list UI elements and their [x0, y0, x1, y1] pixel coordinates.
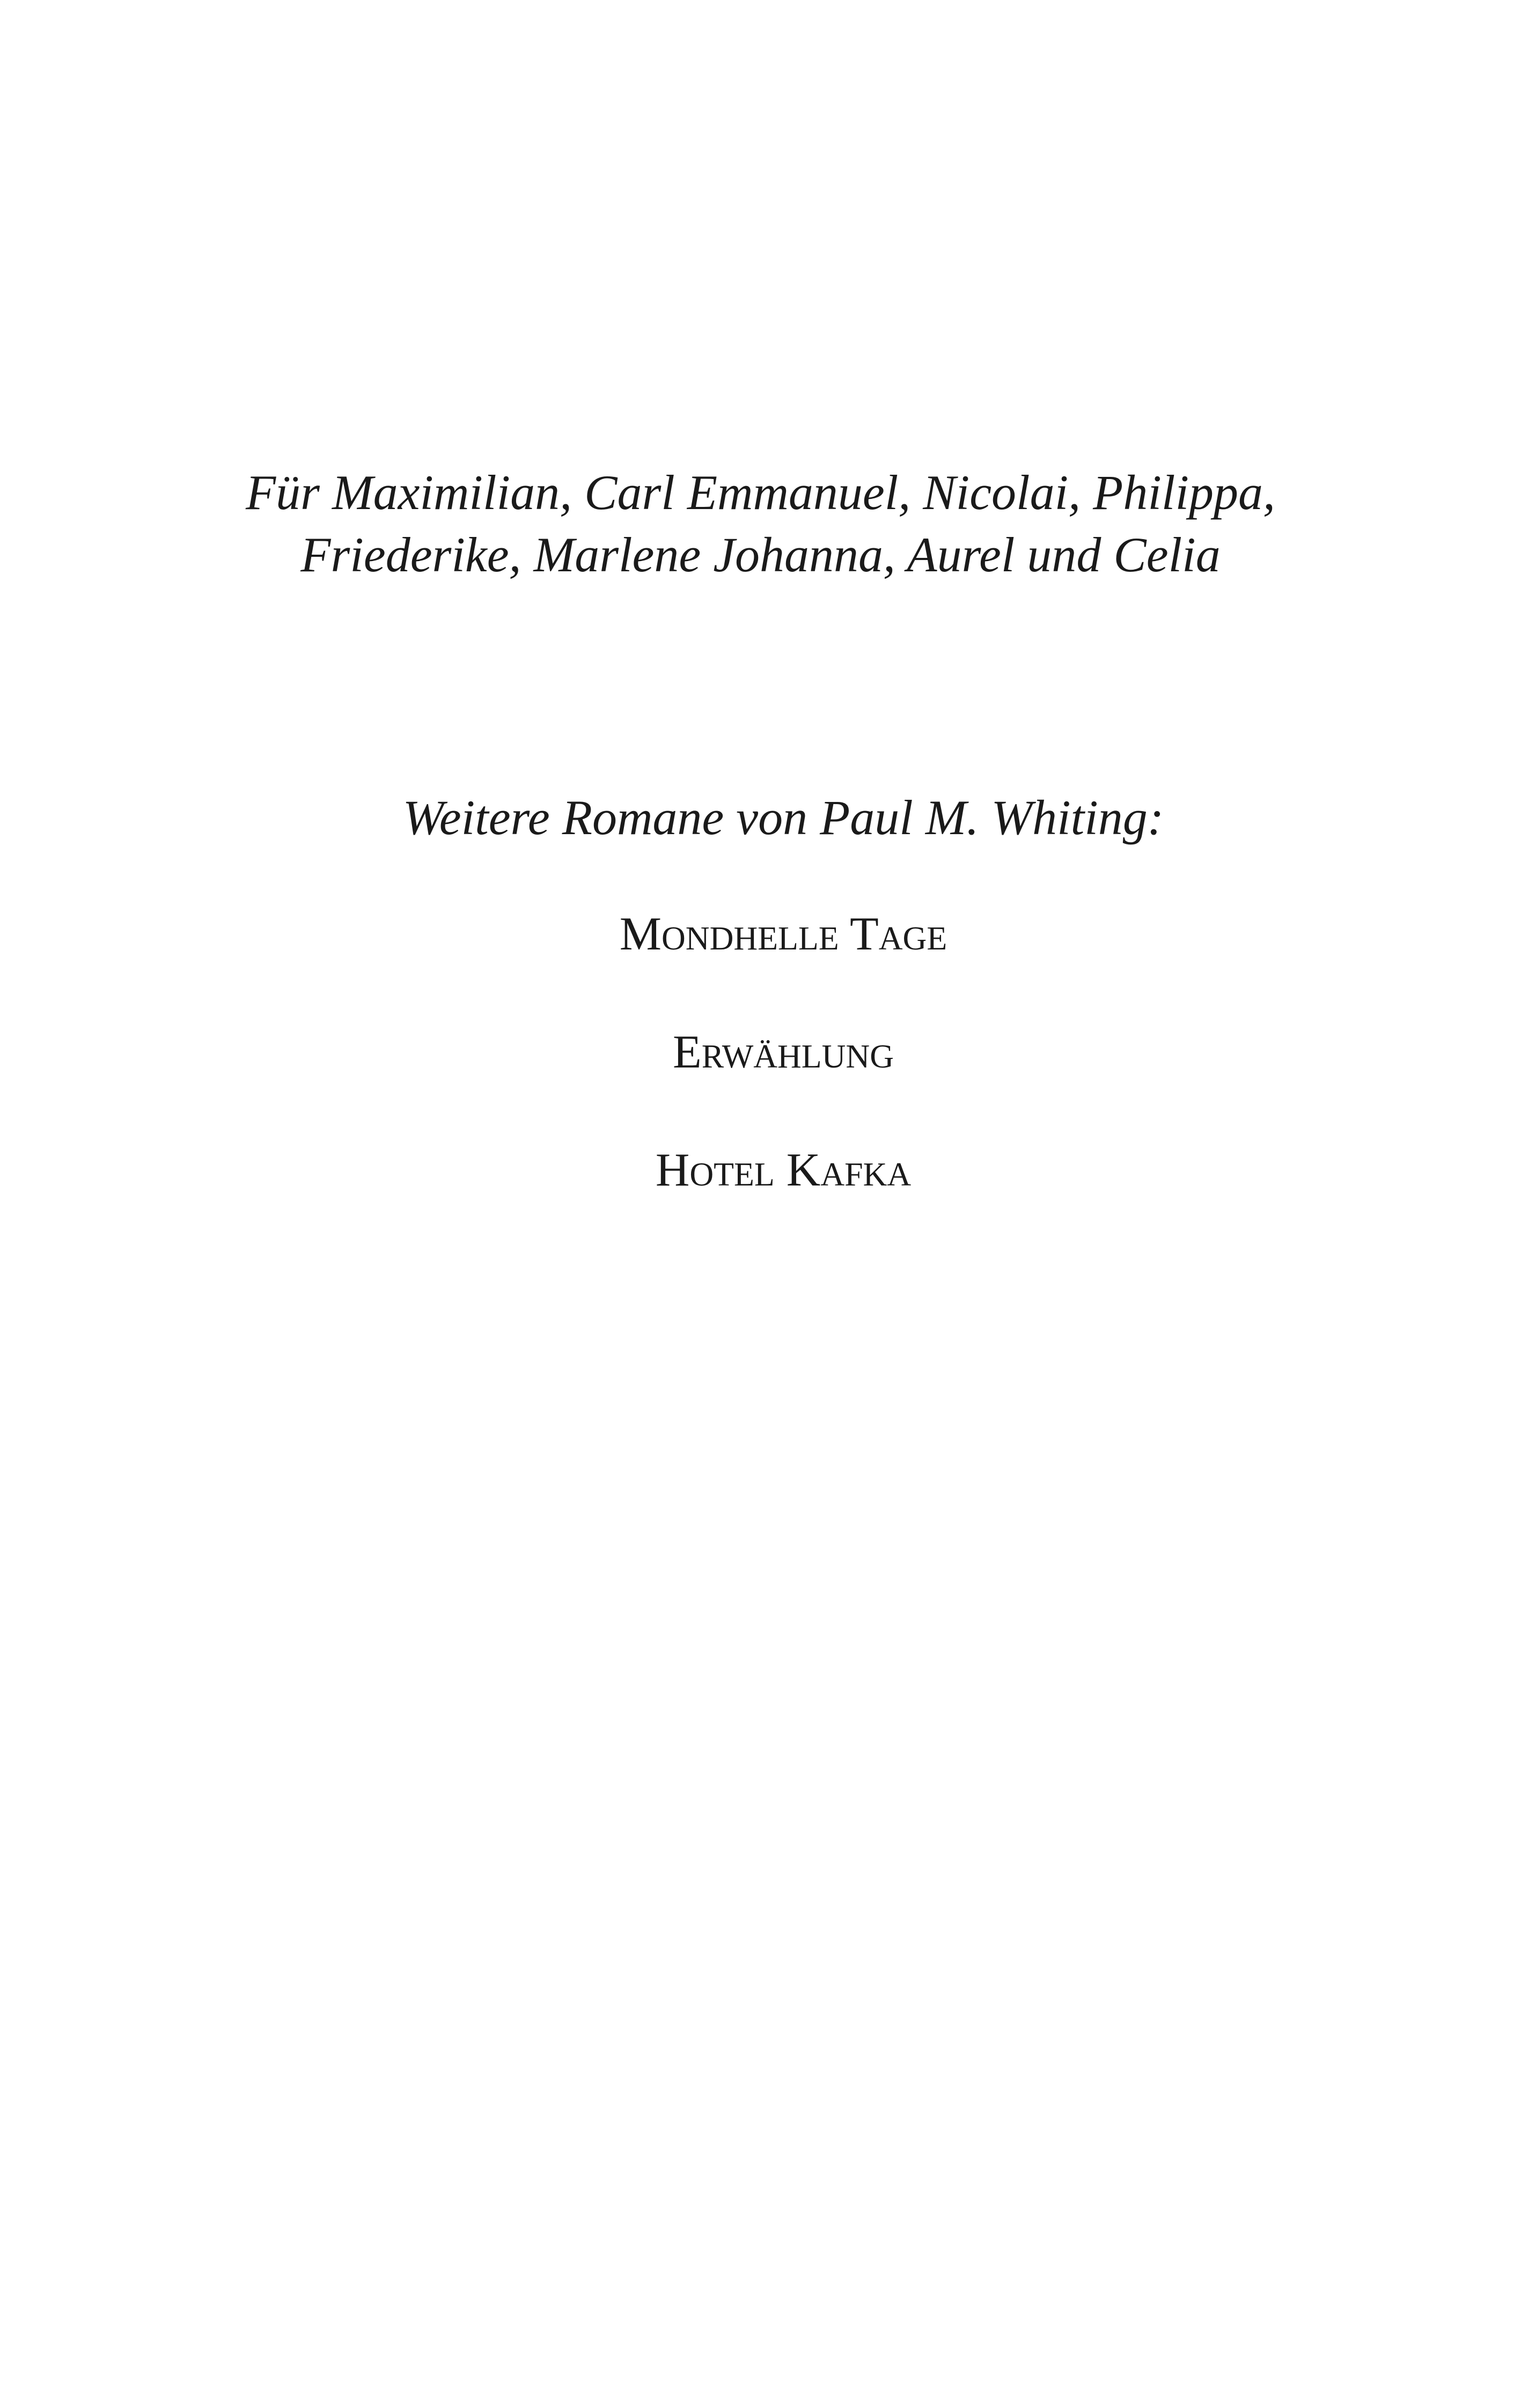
- further-novels-heading: Weitere Romane von Paul M. Whiting:: [402, 790, 1164, 845]
- dedication-line-1: Für Maximilian, Carl Emmanuel, Nicolai, Philippa,: [245, 465, 1276, 520]
- dedication-line-2: Friederike, Marlene Johanna, Aurel und Celia: [300, 527, 1221, 582]
- novel-title-erwaehlung: Erwählung: [673, 1026, 894, 1078]
- further-novels-list: [0, 903, 1521, 1257]
- novel-title-mondhelle-tage: Mondhelle Tage: [619, 908, 947, 960]
- novel-title-hotel-kafka: Hotel Kafka: [655, 1144, 912, 1196]
- dedication: [0, 461, 1521, 586]
